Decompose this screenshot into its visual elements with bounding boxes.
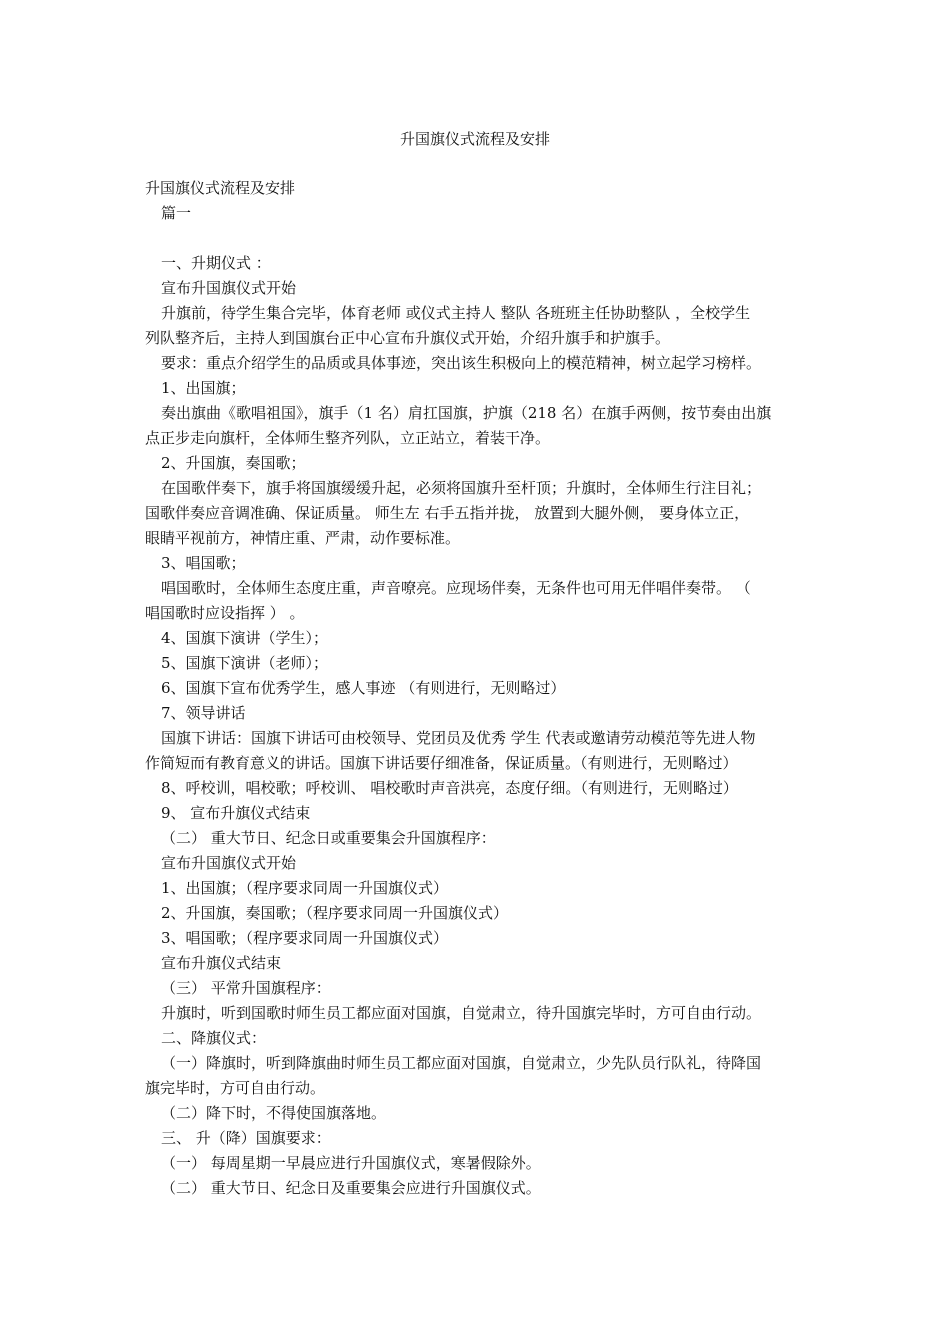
text-line: （三） 平常升国旗程序： — [161, 979, 331, 997]
text-line: 要求：重点介绍学生的品质或具体事迹，突出该生积极向上的模范精神，树立起学习榜样。 — [161, 354, 762, 372]
text-line: （一） 每周星期一早晨应进行升国旗仪式，寒暑假除外。 — [161, 1154, 541, 1172]
document-body — [145, 176, 805, 1201]
text-line: （一）降旗时，听到降旗曲时师生员工都应面对国旗，自觉肃立，少先队员行队礼，待降国 — [161, 1054, 762, 1072]
text-line: 3、唱国歌； — [161, 554, 246, 572]
text-line: （二） 重大节日、纪念日或重要集会升国旗程序： — [161, 829, 496, 847]
text-line: 2、升国旗，奏国歌； — [161, 454, 306, 472]
text-line: 2、升国旗，奏国歌；（程序要求同周一升国旗仪式） — [161, 904, 509, 922]
text-line: 宣布升国旗仪式开始 — [161, 279, 297, 297]
text-line: 升旗前，待学生集合完毕，体育老师 或仪式主持人 整队 各班班主任协助整队 ，全校学生 — [161, 304, 751, 322]
text-line: 一、升期仪式 ： — [161, 254, 271, 272]
document-title: 升国旗仪式流程及安排 — [399, 130, 550, 148]
text-line: 7、领导讲话 — [161, 704, 246, 722]
text-line: 三、 升（降）国旗要求： — [161, 1129, 331, 1147]
text-line: 1、出国旗；（程序要求同周一升国旗仪式） — [161, 879, 449, 897]
text-line: 旗完毕时，方可自由行动。 — [145, 1079, 326, 1097]
text-line: 宣布升国旗仪式开始 — [161, 854, 297, 872]
text-line: （二）降下时，不得使国旗落地。 — [161, 1104, 387, 1122]
text-line: 3、唱国歌；（程序要求同周一升国旗仪式） — [161, 929, 449, 947]
text-line: 唱国歌时应设指挥 ） 。 — [145, 604, 305, 622]
text-line: 升国旗仪式流程及安排 — [145, 179, 296, 197]
text-line: 1、出国旗； — [161, 379, 246, 397]
text-line: 在国歌伴奏下，旗手将国旗缓缓升起，必须将国旗升至杆顶；升旗时，全体师生行注目礼； — [161, 479, 762, 497]
text-line: 9、 宣布升旗仪式结束 — [161, 804, 311, 822]
text-line: 5、国旗下演讲（老师）； — [161, 654, 329, 672]
text-line: （二） 重大节日、纪念日及重要集会应进行升国旗仪式。 — [161, 1179, 541, 1197]
text-line: 升旗时，听到国歌时师生员工都应面对国旗，自觉肃立，待升国旗完毕时，方可自由行动。 — [161, 1004, 762, 1022]
text-line: 唱国歌时，全体师生态度庄重，声音嘹亮。应现场伴奏，无条件也可用无伴唱伴奏带。 （ — [161, 579, 751, 597]
text-line: 国旗下讲话：国旗下讲话可由校领导、党团员及优秀 学生 代表或邀请劳动模范等先进人物 — [161, 729, 756, 747]
text-line: 国歌伴奏应音调准确、保证质量。 师生左 右手五指并拢， 放置到大腿外侧， 要身体立正， — [145, 504, 750, 522]
text-line: 6、国旗下宣布优秀学生，感人事迹 （有则进行，无则略过） — [161, 679, 566, 697]
text-line: 篇一 — [161, 204, 192, 222]
text-line — [145, 226, 805, 251]
text-line: 8、呼校训，唱校歌；呼校训、 唱校歌时声音洪亮，态度仔细。（有则进行，无则略过） — [161, 779, 738, 797]
text-line: 奏出旗曲《歌唱祖国》，旗手（1 名）肩扛国旗，护旗（218 名）在旗手两侧，按节奏由出旗 — [161, 404, 772, 422]
text-line: 二、降旗仪式： — [161, 1029, 267, 1047]
text-line: 眼睛平视前方，神情庄重、严肃，动作要标准。 — [145, 529, 461, 547]
text-line: 作简短而有教育意义的讲话。国旗下讲话要仔细准备，保证质量。（有则进行，无则略过） — [145, 754, 738, 772]
text-line: 列队整齐后，主持人到国旗台正中心宣布升旗仪式开始，介绍升旗手和护旗手。 — [145, 329, 671, 347]
text-line: 宣布升旗仪式结束 — [161, 954, 282, 972]
text-line: 4、国旗下演讲（学生）； — [161, 629, 329, 647]
text-line: 点正步走向旗杆，全体师生整齐列队，立正站立，着装干净。 — [145, 429, 551, 447]
